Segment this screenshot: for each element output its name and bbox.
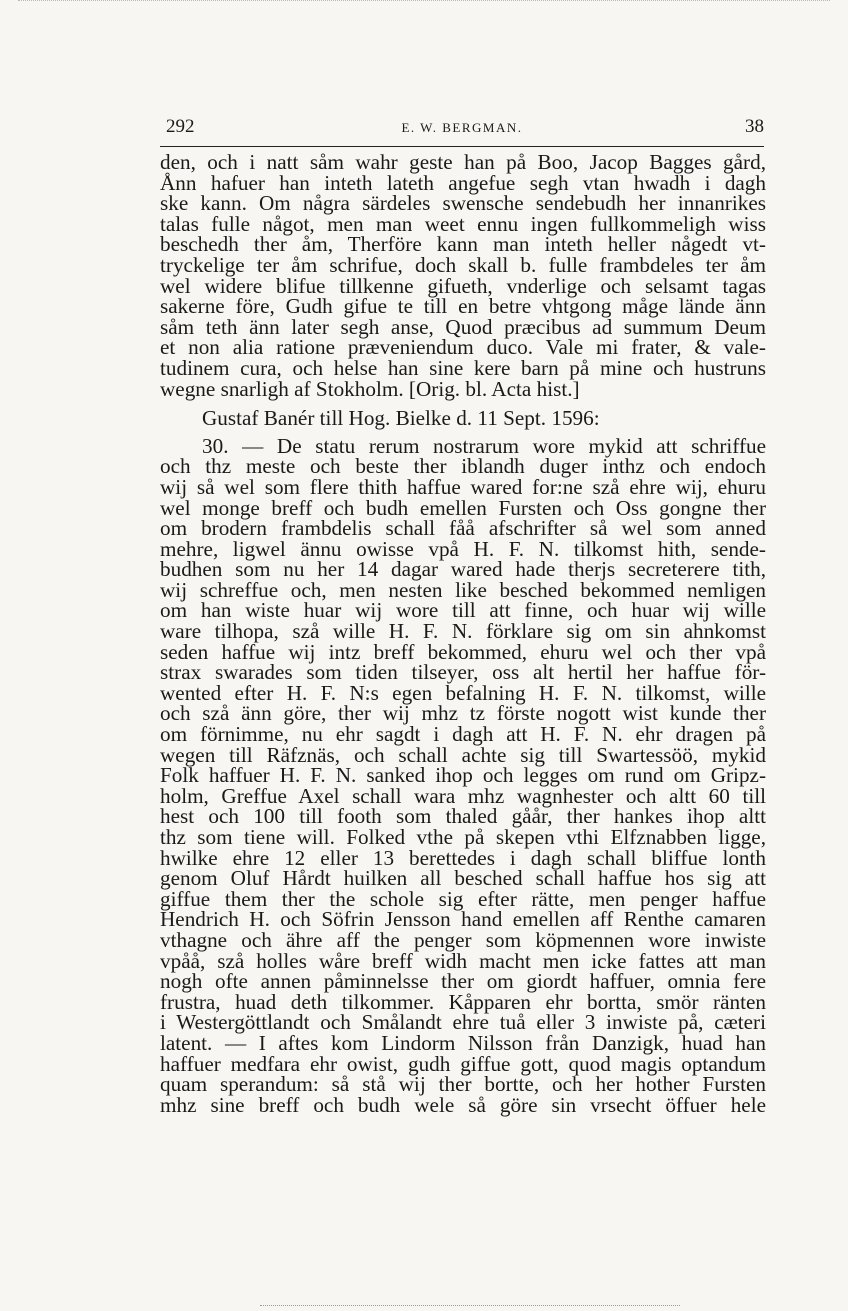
text-line: tryckelige ter åm schrifue, doch skall b. fulle frambdeles ter åm [160,252,766,277]
text-line: Folk haffuer H. F. N. sanked ihop och legges om rund om Gripz- [160,763,766,788]
text-line: wegne snarligh af Stokholm. [Orig. bl. Acta hist.] [160,376,580,401]
text-line: latent. — I aftes kom Lindorm Nilsson från Danzigk, huad han [160,1030,766,1055]
text-line: frustra, huad deth tilkommer. Kåpparen ehr bortta, smör ränten [160,989,766,1014]
running-head: E. W. BERGMAN. [401,120,523,135]
page-header [160,114,764,144]
text-line: quam sperandum: så stå wij ther bortte, och her hother Fursten [160,1072,766,1097]
text-line: mehre, ligwel ännu owisse vpå H. F. N. tilkomst hith, sende- [160,536,766,561]
text-line: giffue them ther the schole sig efter rätte, men penger haffue [160,886,766,911]
text-line: wented efter H. F. N:s egen befalning H. F. N. tilkomst, wille [160,680,766,705]
text-line: haffuer medfara ehr owist, gudh giffue gott, quod magis optandum [160,1051,766,1076]
text-line: hest och 100 till footh som thaled gåår, ther hankes ihop altt [160,804,766,829]
text-line: om förnimme, nu ehr sagdt i dagh att H. F. N. ehr dragen på [160,722,766,747]
text-line: et non alia ratione præveniendum duco. Vale mi frater, & vale- [160,335,766,360]
text-line: vthagne och ähre aff the penger som köpmennen wore inwiste [160,927,766,952]
text-line: vpåå, szå holles wåre breff widh macht men icke fattes att man [160,948,766,973]
paragraph-letter-30 [160,433,766,1117]
text-line: tudinem cura, och helse han sine kere barn på mine och hustruns [160,355,766,380]
text-line: wij så wel som flere thith haffue wared for:ne szå ehre wij, ehuru [160,474,766,499]
letter-heading: Gustaf Banér till Hog. Bielke d. 11 Sept. 1596: [202,406,600,431]
text-line: budhen som nu her 14 dagar wared hade therjs secreterere tith, [160,557,766,582]
text-line: om han wiste huar wij wore till att finne, och huar wij wille [160,598,766,623]
header-rule [160,146,764,147]
body-text [160,152,766,1115]
text-line: strax swarades som tiden tilseyer, oss alt hertil her haffue för- [160,660,766,685]
text-line: beschedh ther åm, Therföre kann man inteth heller någedt vt- [160,232,766,257]
text-line: Hendrich H. och Söfrin Jensson hand emellen aff Renthe camaren [160,907,766,932]
text-line: Ånn hafuer han inteth lateth angefue segh vtan hwadh i dagh [160,170,766,195]
text-line: wel monge breff och budh emellen Fursten och Oss gongne ther [160,495,766,520]
text-line: hwilke ehre 12 eller 13 berettedes i dagh schall bliffue lonth [160,845,766,870]
text-line: genom Oluf Hårdt huilken all besched schall haffue hos sig att [160,866,766,891]
text-line: holm, Greffue Axel schall wara mhz wagnhester och altt 60 till [160,783,766,808]
folio-number: 38 [745,116,764,137]
text-line: talas fulle något, men man weet ennu ingen fullkommeligh wiss [160,211,766,236]
text-line: och szå änn göre, ther wij mhz tz förste nogott wist kunde ther [160,701,766,726]
bottom-edge-rule [260,1305,680,1307]
text-line: i Westergöttlandt och Smålandt ehre tuå eller 3 inwiste på, cæteri [160,1010,766,1035]
text-line: ware tilhopa, szå wille H. F. N. förklare sig om sin ahnkomst [160,619,766,644]
text-line: wel widere blifue tillkenne gifueth, vnderlige och selsamt tagas [160,273,766,298]
text-line: thz som tiene will. Folked vthe på skepen vthi Elfznabben ligge, [160,825,766,849]
text-line: seden haffue wij intz breff bekommed, ehuru wel och ther vpå [160,639,766,664]
text-line: 30. — De statu rerum nostrarum wore mykid att schriffue [202,433,766,458]
text-line: den, och i natt såm wahr geste han på Boo, Jacop Bagges gård, [160,150,766,174]
text-line: såm teth änn later segh anse, Quod præcibus ad summum Deum [160,314,766,339]
top-edge-rule [18,0,830,2]
text-line: ske kann. Om några särdeles swensche sendebudh her innanrikes [160,191,766,216]
page-number: 292 [166,116,195,137]
text-line: mhz sine breff och budh wele så göre sin vrsecht öffuer hele [160,1092,766,1117]
text-line: om brodern frambdelis schall fåå afschrifter så wel som anned [160,516,766,541]
text-line: wegen till Räfznäs, och schall achte sig till Swartessöö, mykid [160,742,766,767]
text-line: nogh ofte annen påminnelsse ther om giordt haffuer, omnia fere [160,969,766,994]
text-line: sakerne före, Gudh gifue te till en betre vhtgong måge lände änn [160,294,766,319]
text-line: och thz meste och beste ther iblandh duger inthz och endoch [160,454,766,479]
paragraph-letter-end [160,152,766,399]
text-line: wij schreffue och, men nesten like besched bekommed nemligen [160,577,766,602]
